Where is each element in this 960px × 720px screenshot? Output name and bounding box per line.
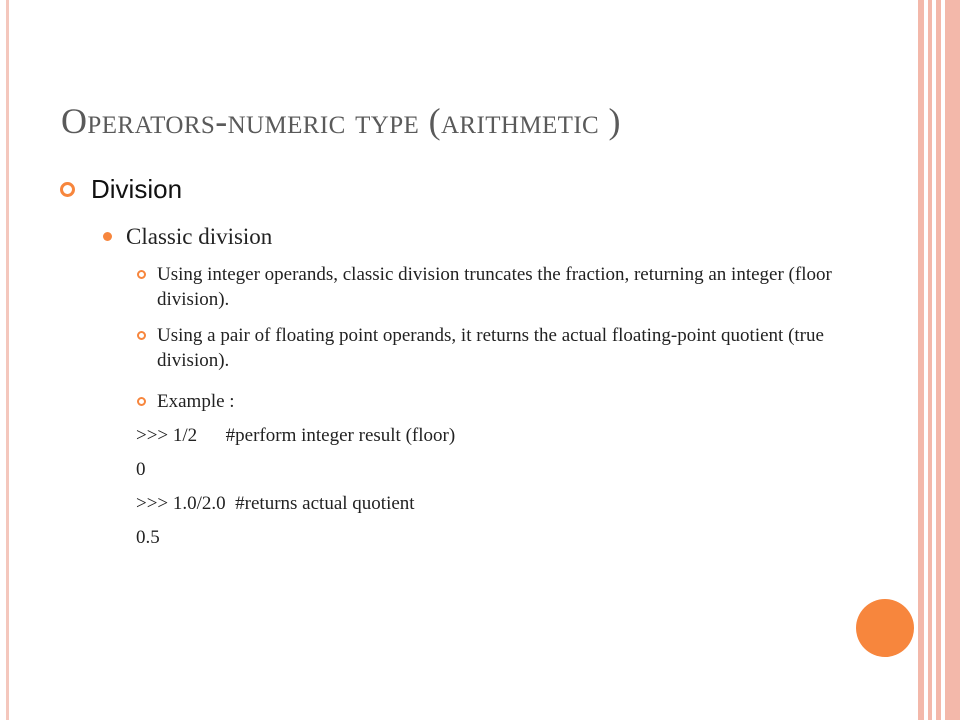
bullet-level3-text: Using a pair of floating point operands, it returns the actual floating-point quotient (true division).: [157, 325, 824, 371]
bullet-level3: [137, 262, 837, 312]
decorative-circle: [856, 599, 914, 657]
bullet-ring-small-icon: [137, 331, 146, 340]
bullet-level3: [137, 323, 837, 373]
bullet-ring-small-icon: [137, 397, 146, 406]
bullet-level3-text: Example :: [157, 391, 235, 412]
code-line: >>> 1/2 #perform integer result (floor): [136, 425, 456, 446]
right-decorative-stripes: [918, 0, 960, 720]
code-line: 0: [136, 459, 146, 480]
stripe: [945, 0, 960, 720]
code-line: 0.5: [136, 527, 160, 548]
bullet-dot-icon: [103, 232, 112, 241]
bullet-level2-text: Classic division: [126, 224, 273, 249]
bullet-level3: [137, 389, 837, 414]
stripe: [918, 0, 924, 720]
left-border-line: [6, 0, 9, 720]
code-line: >>> 1.0/2.0 #returns actual quotient: [136, 493, 415, 514]
bullet-ring-icon: [60, 182, 75, 197]
title-initial: O: [61, 101, 88, 141]
bullet-level1-text: Division: [91, 174, 183, 204]
bullet-ring-small-icon: [137, 270, 146, 279]
stripe: [936, 0, 941, 720]
bullet-level1: [60, 174, 182, 205]
bullet-level2: [103, 224, 272, 250]
slide-title: [61, 100, 621, 142]
bullet-level3-text: Using integer operands, classic division truncates the fraction, returning an integer (floor division).: [157, 264, 832, 310]
title-first-word-rest: perators: [87, 101, 216, 141]
title-rest: -numeric type (arithmetic ): [215, 101, 621, 141]
stripe: [928, 0, 932, 720]
